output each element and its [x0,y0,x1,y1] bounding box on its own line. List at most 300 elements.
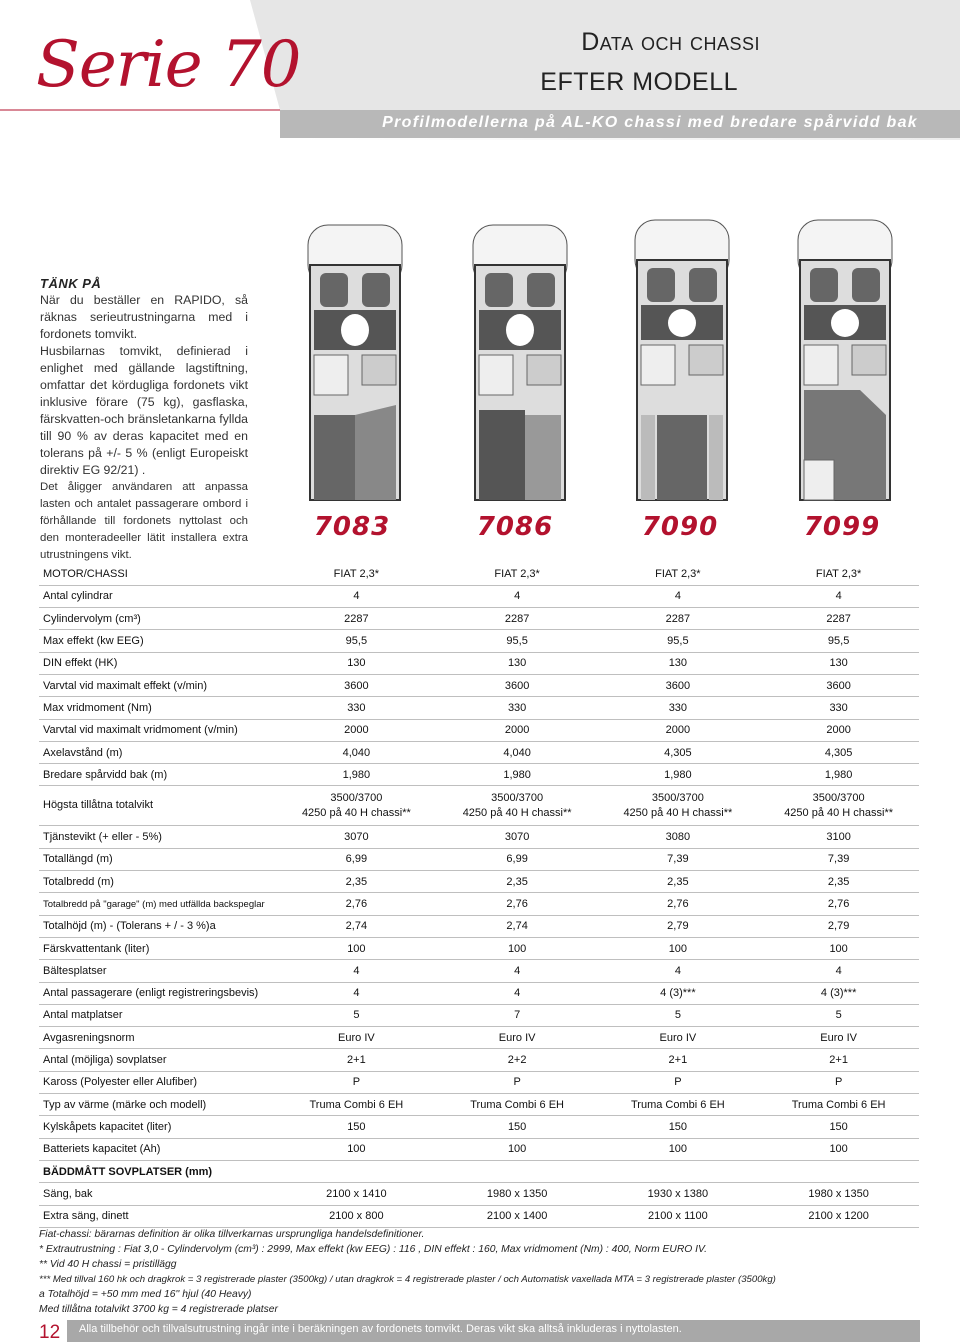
cell-line: Truma Combi 6 EH [470,1098,564,1111]
cell-value [758,608,919,630]
cell-line: 4250 på 40 H chassi** [462,806,572,819]
cell-value [598,585,759,607]
cell-value [598,893,759,915]
cell-line: 4 [674,590,681,603]
floorplan-7086 [465,215,575,505]
row-label: Batteriets kapacitet (Ah) [39,1138,276,1160]
cell-line: 100 [507,1143,527,1156]
cell-value [276,697,437,719]
footnote: Med tillåtna totalvikt 3700 kg = 4 registrerade platser [39,1304,278,1315]
cell-value [598,719,759,741]
cell-value [437,697,598,719]
cell-value [276,915,437,937]
cell-line: 7 [514,1009,521,1022]
cell-line: Truma Combi 6 EH [791,1098,886,1111]
footnote: ** Vid 40 H chassi = pristillägg [39,1259,177,1270]
cell-value [276,563,437,585]
cell-value [758,585,919,607]
banner-text: Profilmodellerna på AL-KO chassi med bredare spårvidd bak [382,114,918,131]
cell-line: 95,5 [667,635,689,648]
row-label: Cylindervolym (cm³) [39,608,276,630]
cell-line: P [674,1076,682,1089]
cell-value [758,937,919,959]
cell-line: Truma Combi 6 EH [309,1098,404,1111]
row-label: Extra säng, dinett [39,1205,276,1227]
cell-line: 2,79 [667,920,689,933]
cell-line: 4 [353,590,360,603]
cell-line: Euro IV [820,1031,857,1044]
cell-value [437,871,598,893]
cell-line: 4 [514,964,521,977]
cell-value [758,1116,919,1138]
cell-line: 2,35 [827,875,850,888]
cell-line: 4 [353,964,360,977]
cell-value [758,630,919,652]
cell-value [437,608,598,630]
row-label: Bältesplatser [39,960,276,982]
cell-line: 150 [829,1120,848,1133]
table-row [39,1205,919,1227]
cell-line: 2+1 [668,1054,688,1067]
footer-bar [67,1320,920,1342]
cell-line: 2,76 [506,898,528,910]
cell-value [758,719,919,741]
table-row [39,982,919,1004]
cell-line: 7,39 [667,853,689,866]
table-row [39,697,919,719]
table-row [39,608,919,630]
cell-line: 3070 [344,831,369,844]
cell-line: Euro IV [338,1031,375,1044]
cell-line: 3600 [826,679,851,692]
cell-line: 1,980 [824,768,853,781]
table-row [39,960,919,982]
cell-line: 100 [347,1143,366,1156]
page-title-line2: EFTER MODELL [540,68,738,96]
cell-line: 130 [347,657,366,670]
cell-line: 3500/3700 [651,791,704,804]
cell-line: Truma Combi 6 EH [631,1098,725,1111]
tank-paragraph-2: Husbilarnas tomvikt, definierad i enlighet med gällande lagstiftning, omfattar det kördugliga fordonets vikt inklusive förare (75 kg), gasflaska, färskvatten-och bränsletankarna fyllda till 90 % av deras kapacitet med en tolerans på +/- 5 % (enligt Europeiskt direktiv EG 92/21) . [40,344,248,477]
cell-line: 2100 x 1200 [808,1210,869,1223]
cell-value [437,719,598,741]
tank-paragraph-3: Det åligger användaren att anpassa lasten och antalet passagerare ombord i förhållande till fordonets nyttolast och den monteradeeller lätit installera extra utrustningens vikt. [40,481,248,561]
cell-line: 2287 [826,612,851,625]
cell-line: 2100 x 1410 [326,1187,387,1200]
cell-value [758,674,919,696]
model-number-7086: 7086 [476,512,554,542]
table-row [39,1004,919,1026]
cell-line: 3070 [504,831,530,844]
model-number-7083: 7083 [313,512,391,542]
table-row [39,1071,919,1093]
cell-line: 2,76 [827,898,850,910]
cell-value [276,960,437,982]
tank-paragraph-1: När du beställer en RAPIDO, så räknas serieutrustningarna med i fordonets tomvikt. [40,293,248,341]
cell-value [598,652,759,674]
row-label: MOTOR/CHASSI [39,563,276,585]
cell-value [758,652,919,674]
cell-line: 4 (3)*** [660,987,696,1000]
cell-value [598,960,759,982]
cell-value [598,1027,759,1049]
cell-line: 150 [507,1120,527,1133]
cell-line: 2,74 [345,920,368,933]
series-logo: Serie 70 [36,28,301,102]
cell-value [276,1094,437,1116]
cell-line: Euro IV [498,1031,536,1044]
cell-value [758,1094,919,1116]
model-number-7099: 7099 [803,512,881,542]
cell-value [276,1004,437,1026]
cell-line: 2287 [344,612,369,625]
cell-line: 4,040 [503,746,531,759]
cell-line: Euro IV [659,1031,697,1044]
cell-value [598,1205,759,1227]
row-label: Varvtal vid maximalt vridmoment (v/min) [39,719,276,741]
footnote: a Totalhöjd = +50 mm med 16'' hjul (40 Heavy) [39,1289,252,1300]
row-label: Kylskåpets kapacitet (liter) [39,1116,276,1138]
cell-value [437,1183,598,1205]
row-label: Tjänstevikt (+ eller - 5%) [39,826,276,848]
cell-value [437,826,598,848]
cell-line: 2000 [344,724,369,737]
cell-value [598,741,759,763]
cell-line: 150 [668,1120,688,1133]
cell-line: 2287 [504,612,530,625]
cell-value [598,848,759,870]
cell-line: 4 [514,987,521,1000]
cell-value [758,1205,919,1227]
cell-value [276,608,437,630]
table-row [39,630,919,652]
cell-line: 4,040 [342,746,371,759]
cell-value [276,826,437,848]
cell-value [598,982,759,1004]
cell-value [437,1094,598,1116]
cell-line: 4,305 [664,746,692,759]
table-row [39,1183,919,1205]
cell-value [758,915,919,937]
row-label: Typ av värme (märke och modell) [39,1094,276,1116]
cell-value [758,826,919,848]
cell-line: 330 [507,701,527,714]
cell-value [276,764,437,786]
cell-value [276,1027,437,1049]
cell-line: 3500/3700 [491,791,544,804]
table-row [39,741,919,763]
cell-line: 330 [668,701,688,714]
cell-value [437,1027,598,1049]
cell-line: 4 (3)*** [820,987,857,1000]
table-row [39,674,919,696]
cell-line: 3600 [344,679,369,692]
cell-line: 2,35 [506,875,528,888]
page-number: 12 [39,1322,61,1343]
cell-line: 4 [835,964,842,977]
cell-line: 7,39 [827,853,850,866]
cell-line: 2+2 [507,1054,527,1067]
footnote: Fiat-chassi: bärarnas definition är olika tillverkarnas ursprungliga handelsdefinitioner. [39,1229,425,1240]
cell-line: 2000 [826,724,851,737]
row-label: Max vridmoment (Nm) [39,697,276,719]
cell-value [437,741,598,763]
cell-line: 2100 x 800 [329,1210,384,1223]
table-row [39,1049,919,1071]
row-label: Totalbredd (m) [39,871,276,893]
cell-value [276,674,437,696]
cell-value [276,1160,437,1182]
cell-line: 150 [347,1120,366,1133]
cell-value [437,1049,598,1071]
cell-value [598,630,759,652]
cell-value [437,915,598,937]
cell-line: 130 [507,657,527,670]
cell-line: 2000 [665,724,691,737]
cell-value [276,1116,437,1138]
cell-value [758,563,919,585]
cell-line: 330 [829,701,848,714]
cell-line: 100 [347,942,366,955]
cell-value [437,764,598,786]
cell-line: 100 [507,942,527,955]
cell-value [437,674,598,696]
cell-value [276,1138,437,1160]
row-label: Antal (möjliga) sovplatser [39,1049,276,1071]
cell-value [437,630,598,652]
cell-value [758,1071,919,1093]
cell-value [598,915,759,937]
row-label: BÄDDMÅTT SOVPLATSER (mm) [39,1160,276,1182]
table-row [39,786,919,826]
table-row [39,652,919,674]
cell-value [758,982,919,1004]
row-label: Antal matplatser [39,1004,276,1026]
table-row [39,893,919,915]
table-row [39,1116,919,1138]
cell-line: 2287 [665,612,691,625]
table-row [39,1094,919,1116]
cell-value [598,697,759,719]
cell-value [437,1116,598,1138]
cell-value [437,982,598,1004]
cell-line: 130 [829,657,848,670]
cell-value [598,1004,759,1026]
cell-value [598,563,759,585]
cell-line: 3600 [504,679,530,692]
cell-line: 4 [514,590,521,603]
cell-line: 5 [835,1009,842,1022]
cell-line: 3100 [826,831,851,844]
cell-line: 2,35 [345,875,368,888]
cell-line: 2100 x 1400 [486,1210,548,1223]
cell-value [598,1071,759,1093]
cell-line: 4250 på 40 H chassi** [784,806,894,819]
row-label: Antal passagerare (enligt registreringsbevis) [39,982,276,1004]
cell-line: 1980 x 1350 [486,1187,548,1200]
row-label: Färskvattentank (liter) [39,937,276,959]
cell-value [598,786,759,826]
cell-line: 3500/3700 [812,791,865,804]
cell-value [758,893,919,915]
footer-text: Alla tillbehör och tillvalsutrustning ingår inte i beräkningen av fordonets tomvikt. Deras vikt ska alltså inkluderas i nyttolasten. [79,1323,682,1335]
cell-value [276,652,437,674]
cell-value [758,741,919,763]
cell-line: 4250 på 40 H chassi** [301,806,411,819]
table-row [39,937,919,959]
cell-value [598,826,759,848]
cell-line: 2,76 [667,898,689,910]
table-row [39,871,919,893]
cell-value [437,893,598,915]
cell-line: 4,305 [824,746,853,759]
cell-value [598,764,759,786]
cell-line: 2100 x 1100 [648,1210,708,1223]
cell-line: FIAT 2,3* [655,567,701,580]
row-label: Antal cylindrar [39,585,276,607]
cell-line: 2,76 [345,898,368,910]
cell-value [437,1205,598,1227]
cell-line: FIAT 2,3* [494,567,540,580]
cell-line: 1,980 [503,768,531,781]
cell-value [276,1071,437,1093]
floorplan-7099 [790,215,900,505]
table-row [39,1160,919,1182]
cell-value [598,1049,759,1071]
cell-line: 3500/3700 [330,791,383,804]
cell-line: 2,79 [827,920,850,933]
cell-value [598,937,759,959]
cell-line: 2+1 [829,1054,848,1067]
table-row [39,1027,919,1049]
cell-line: 2+1 [347,1054,366,1067]
cell-value [276,893,437,915]
cell-value [437,1071,598,1093]
cell-value [437,848,598,870]
cell-line: 2000 [504,724,530,737]
cell-value [598,871,759,893]
model-number-7090: 7090 [641,512,719,542]
cell-value [276,1049,437,1071]
row-label: Max effekt (kw EEG) [39,630,276,652]
footnotes [39,1227,776,1317]
table-row [39,826,919,848]
header [0,0,960,140]
cell-value [758,697,919,719]
banner-bar [280,110,960,138]
cell-value [598,1183,759,1205]
cell-value [758,871,919,893]
cell-value [758,1049,919,1071]
floorplan-7090 [627,215,737,505]
row-label: Kaross (Polyester eller Alufiber) [39,1071,276,1093]
cell-value [276,1205,437,1227]
row-label: Totallängd (m) [39,848,276,870]
cell-value [276,719,437,741]
row-label: Avgasreningsnorm [39,1027,276,1049]
cell-line: P [513,1076,521,1089]
cell-line: 1,980 [342,768,371,781]
cell-line: 1980 x 1350 [808,1187,869,1200]
cell-line: 2,74 [506,920,528,933]
cell-value [598,1116,759,1138]
cell-value [276,630,437,652]
cell-value [276,871,437,893]
cell-value [437,1138,598,1160]
cell-line: 6,99 [506,853,528,866]
row-label: Bredare spårvidd bak (m) [39,764,276,786]
cell-value [437,563,598,585]
table-row [39,915,919,937]
cell-value [758,1004,919,1026]
footnote: * Extrautrustning : Fiat 3,0 - Cylindervolym (cm³) : 2999, Max effekt (kw EEG) : 116 , DIN effekt : 160, Max vridmoment (Nm) : 400, Norm EURO IV. [39,1244,707,1255]
cell-line: 4 [835,590,842,603]
cell-line: FIAT 2,3* [815,567,862,580]
cell-line: 5 [674,1009,681,1022]
row-label: DIN effekt (HK) [39,652,276,674]
cell-line: 6,99 [345,853,368,866]
cell-line: 100 [829,1143,848,1156]
tank-heading: TÄNK PÅ [40,276,102,291]
cell-value [758,764,919,786]
cell-line: 330 [347,701,366,714]
cell-value [758,848,919,870]
cell-line: 5 [353,1009,360,1022]
cell-value [758,1183,919,1205]
cell-value [598,1160,759,1182]
cell-line: 130 [668,657,688,670]
cell-line: 2,35 [667,875,689,888]
cell-line: FIAT 2,3* [333,567,380,580]
cell-value [758,1160,919,1182]
table-row [39,1138,919,1160]
footnote: *** Med tillval 160 hk och dragkrok = 3 registrerade plaster (3500kg) / utan dragkrok = 4 registrerade plaster / och Automatisk vaxellada MTA = 3 registrerade plaster (3500kg) [39,1274,776,1285]
cell-value [437,786,598,826]
cell-line: 3600 [665,679,691,692]
cell-value [598,608,759,630]
cell-line: 1,980 [664,768,692,781]
cell-value [598,1138,759,1160]
table-row [39,764,919,786]
page-title-line1: Data och chassi [581,28,760,56]
cell-line: 100 [668,1143,688,1156]
cell-value [758,786,919,826]
cell-value [758,1138,919,1160]
cell-line: 4250 på 40 H chassi** [623,806,733,819]
row-label: Varvtal vid maximalt effekt (v/min) [39,674,276,696]
table-row [39,563,919,585]
row-label: Säng, bak [39,1183,276,1205]
cell-line: 4 [353,987,360,1000]
cell-value [598,674,759,696]
cell-line: 95,5 [345,635,368,648]
row-label: Totalhöjd (m) - (Tolerans + / - 3 %)a [39,915,276,937]
cell-value [276,786,437,826]
cell-value [437,960,598,982]
spec-table [39,563,919,1228]
cell-value [276,848,437,870]
cell-value [276,585,437,607]
row-label: Axelavstånd (m) [39,741,276,763]
cell-value [598,1094,759,1116]
cell-line: 100 [668,942,688,955]
cell-line: 1930 x 1380 [647,1187,709,1200]
cell-line: 100 [829,942,848,955]
table-row [39,719,919,741]
row-label: Högsta tillåtna totalvikt [39,786,276,826]
table-row [39,848,919,870]
cell-value [437,1160,598,1182]
